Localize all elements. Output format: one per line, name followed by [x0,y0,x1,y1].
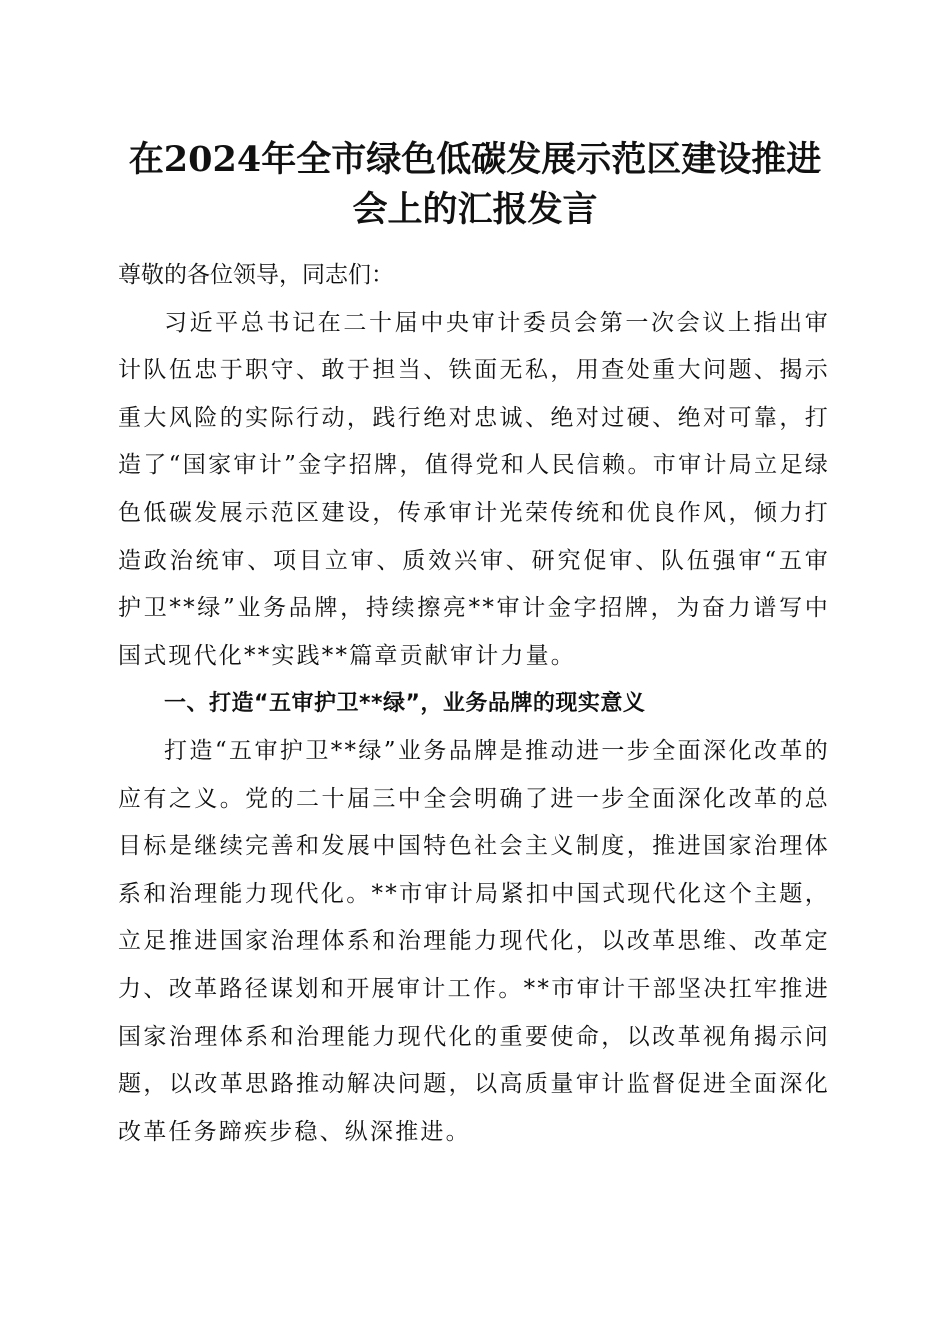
paragraph-section-1: 打造“五审护卫**绿”业务品牌是推动进一步全面深化改革的应有之义。党的二十届三中全会明确了进一步全面深化改革的总目标是继续完善和发展中国特色社会主义制度，推进国家治理体系和治理能力现代化。**市审计局紧扣中国式现代化这个主题，立足推进国家治理体系和治理能力现代化，以改革思维、改革定力、改革路径谋划和开展审计工作。**市审计干部坚决扛牢推进国家治理体系和治理能力现代化的重要使命，以改革视角揭示问题，以改革思路推动解决问题，以高质量审计监督促进全面深化改革任务蹄疾步稳、纵深推进。 [118,737,830,1145]
paragraph-intro: 习近平总书记在二十届中央审计委员会第一次会议上指出审计队伍忠于职守、敢于担当、铁面无私，用查处重大问题、揭示重大风险的实际行动，践行绝对忠诚、绝对过硬、绝对可靠，打造了“国家审计”金字招牌，值得党和人民信赖。市审计局立足绿色低碳发展示范区建设，传承审计光荣传统和优良作风，倾力打造政治统审、项目立审、质效兴审、研究促审、队伍强审“五审护卫**绿”业务品牌，持续擦亮**审计金字招牌，为奋力谱写中国式现代化**实践**篇章贡献审计力量。 [118,309,830,669]
section-heading-1: 一、打造“五审护卫**绿”，业务品牌的现实意义 [164,691,646,717]
salutation: 尊敬的各位领导，同志们： [118,262,394,288]
title-line-1: 在2024年全市绿色低碳发展示范区建设推进 [128,139,822,180]
title-line-2: 会上的汇报发言 [352,189,598,230]
document-body [118,252,830,1156]
document-title [110,135,840,235]
